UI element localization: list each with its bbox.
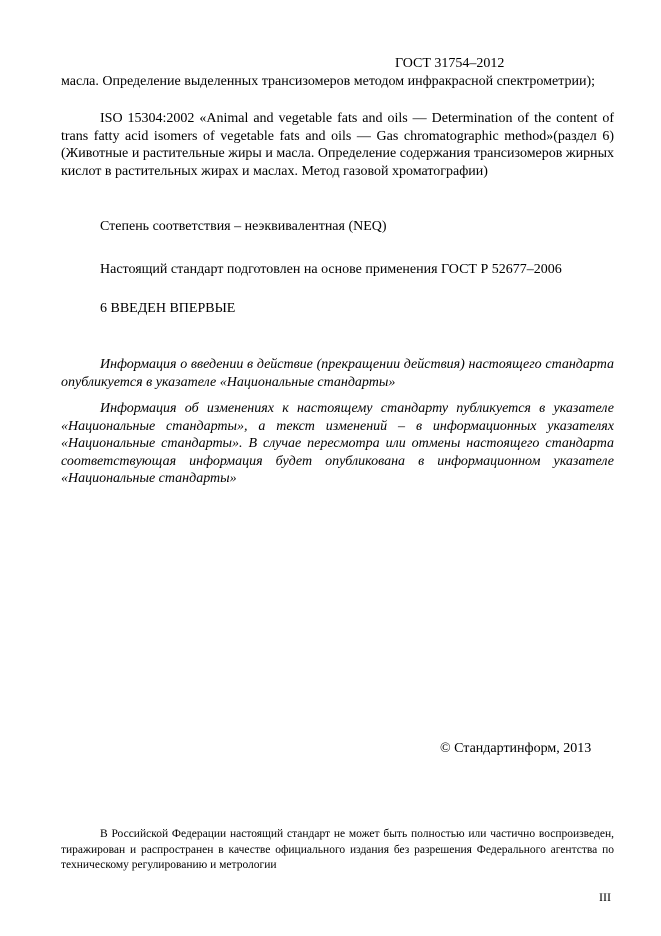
- copyright-notice: © Стандартинформ, 2013: [440, 741, 592, 756]
- page-number: III: [599, 890, 611, 904]
- document-code: ГОСТ 31754–2012: [395, 56, 505, 71]
- section-6-heading: 6 ВВЕДЕН ВПЕРВЫЕ: [100, 301, 236, 316]
- conformity-degree-paragraph: Степень соответствия – неэквивалентная (NEQ): [100, 219, 387, 234]
- enforcement-info-paragraph: Информация о введении в действие (прекращении действия) настоящего стандарта опубликуется в указателе «Национальные стандарты»: [61, 357, 614, 390]
- continuation-paragraph: масла. Определение выделенных трансизомеров методом инфракрасной спектрометрии);: [61, 74, 596, 89]
- iso-reference-paragraph: ISO 15304:2002 «Animal and vegetable fats and oils — Determination of the content of trans fatty acid isomers of vegetable fats and oils — Gas chromatographic method»(раздел 6) (Животные и растительные жиры и масла. Определение содержания трансизомеров жирных кислот в растительных жирах и маслах. Метод газовой хроматографии): [61, 111, 614, 179]
- changes-info-paragraph: Информация об изменениях к настоящему стандарту публикуется в указателе «Национальные стандарты», а текст изменений – в информационных указателях «Национальные стандарты». В случае пересмотра или отмены настоящего стандарта соответствующая информация будет опубликована в информационном указателе «Национальные стандарты»: [61, 401, 614, 487]
- basis-standard-paragraph: Настоящий стандарт подготовлен на основе применения ГОСТ Р 52677–2006: [100, 262, 562, 277]
- legal-notice: В Российской Федерации настоящий стандарт не может быть полностью или частично воспроизведен, тиражирован и распространен в качестве официального издания без разрешения Федерального агентства по техническому регулированию и метрологии: [61, 828, 614, 871]
